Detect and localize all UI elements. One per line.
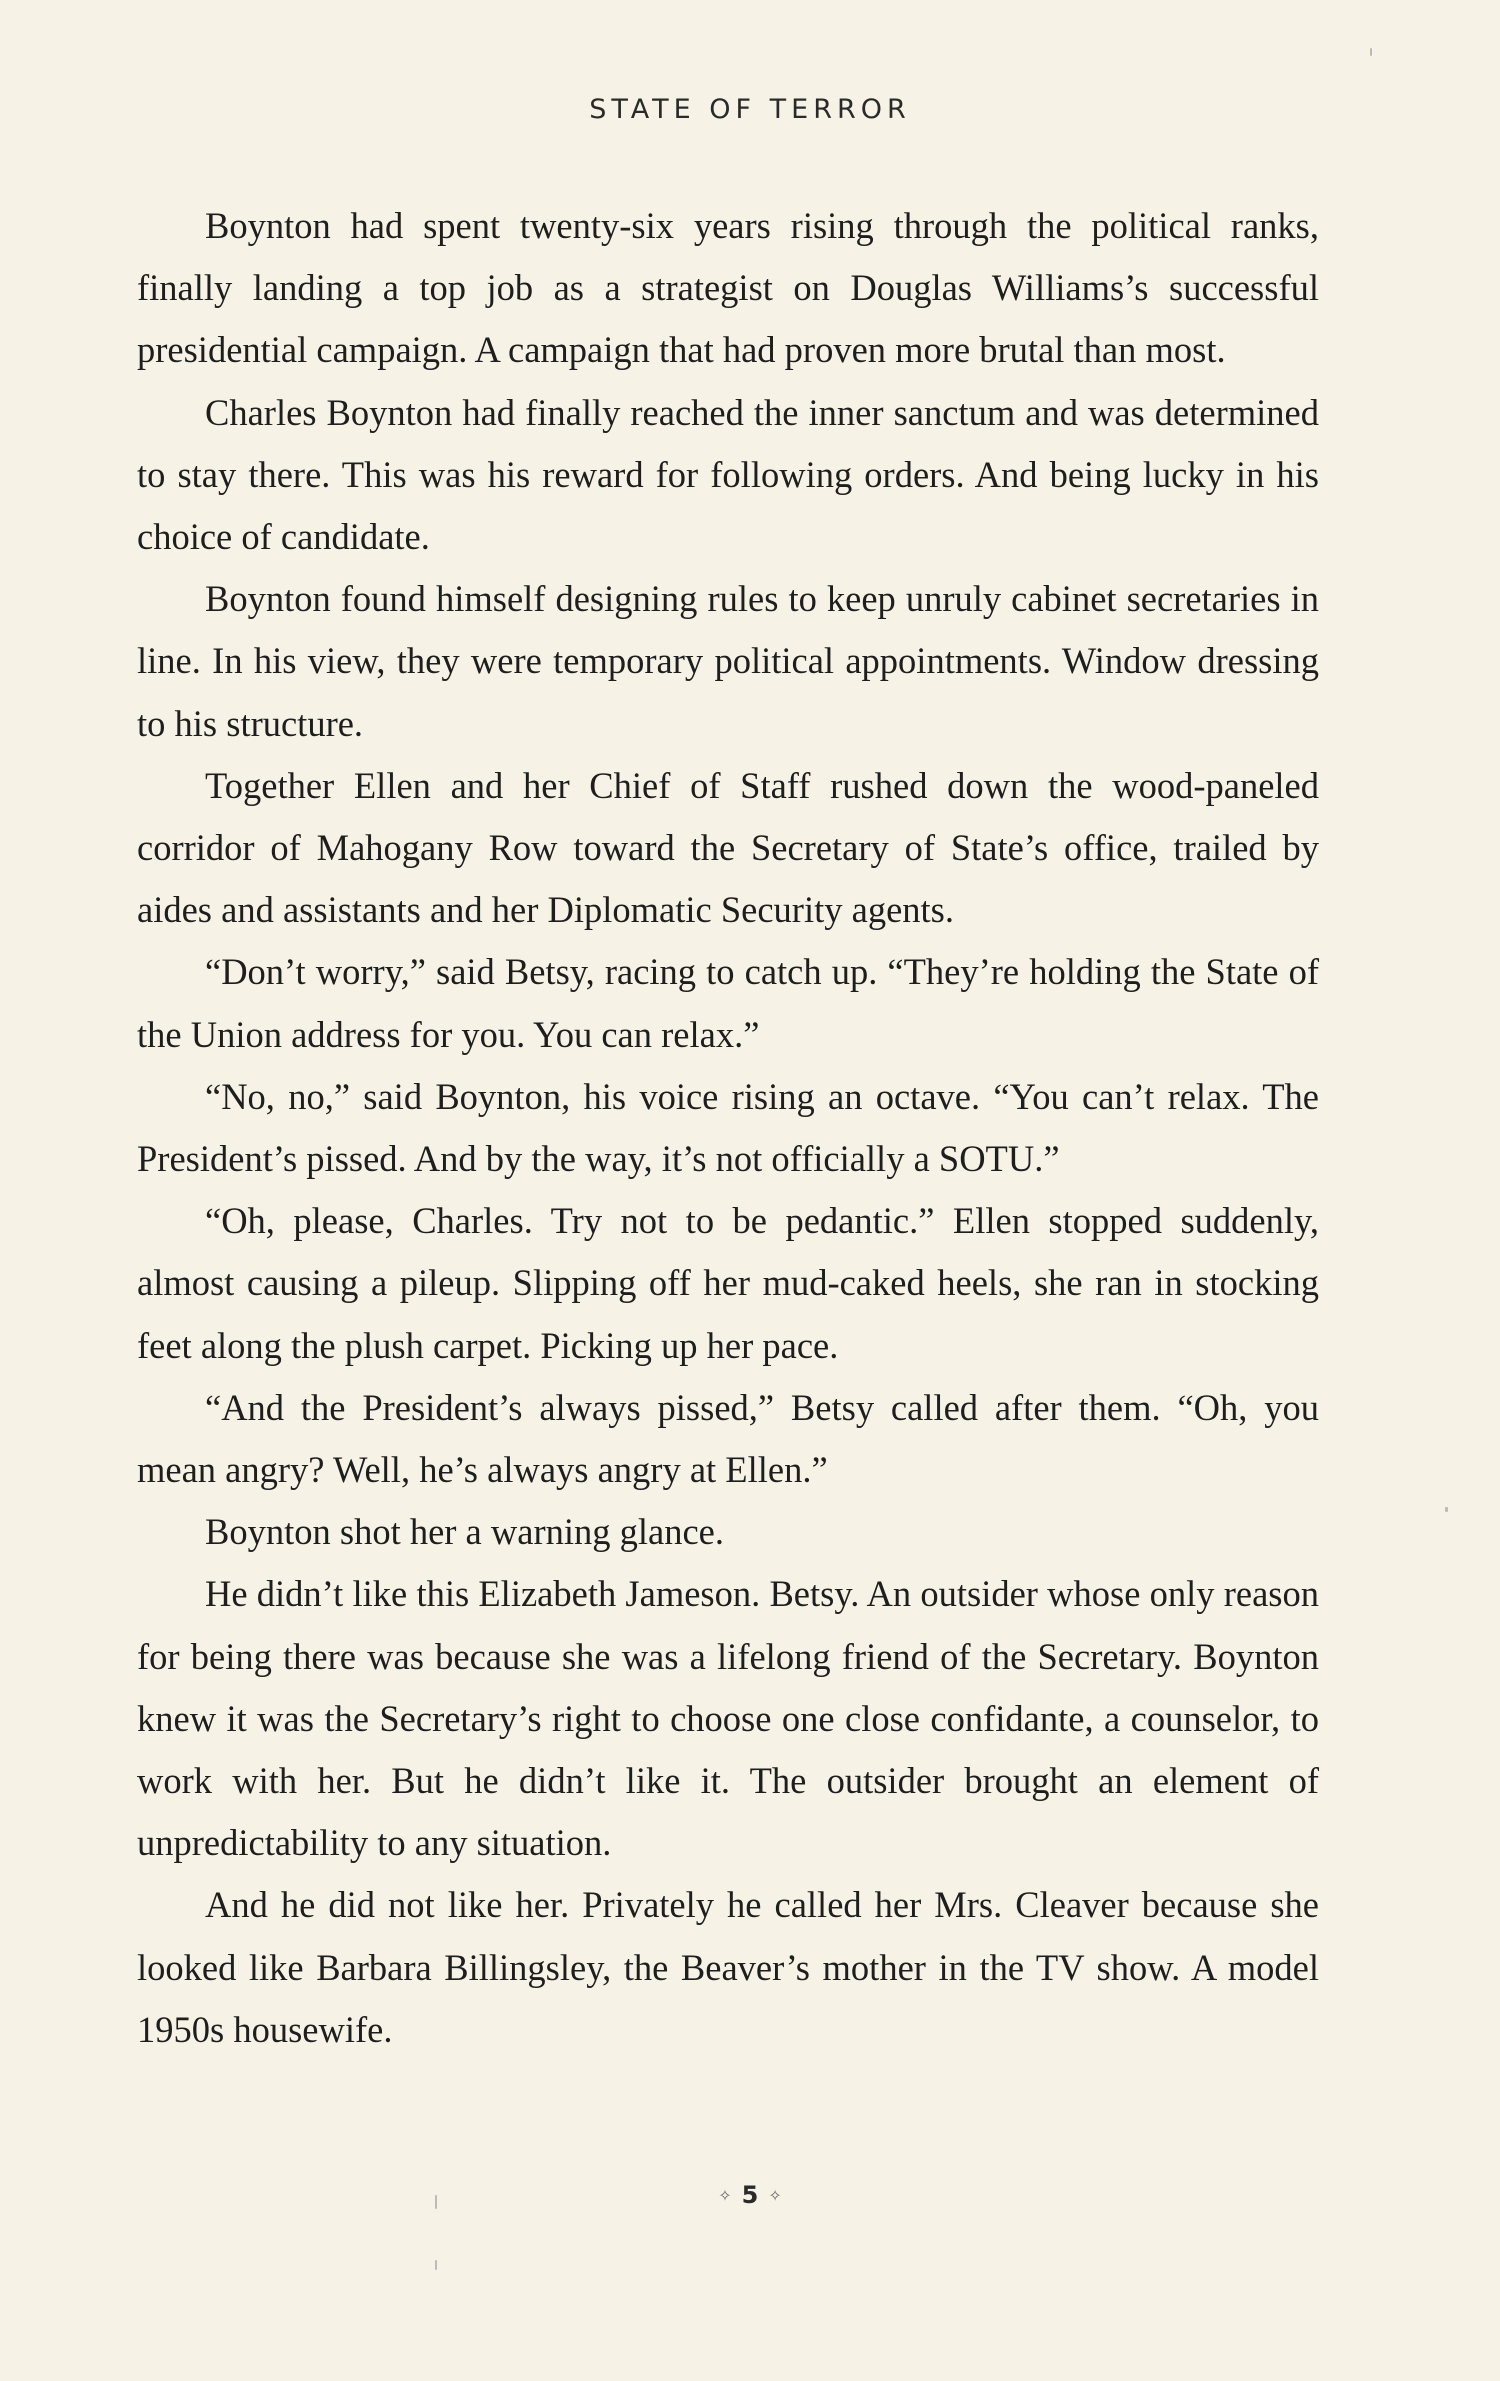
scan-speck [1445, 1507, 1448, 1512]
paragraph: “No, no,” said Boynton, his voice rising an octave. “You can’t relax. The President’s pissed. And by the way, it’s not officially a SOTU.” [137, 1075, 1319, 1180]
scan-speck [435, 2195, 437, 2209]
scan-speck [435, 2260, 437, 2270]
page-folio [0, 2181, 1500, 2209]
paragraph: He didn’t like this Elizabeth Jameson. Betsy. An outsider whose only reason for being there was because she was a lifelong friend of the Secretary. Boynton knew it was the Secretary’s right to choose one close confidante, a counselor, to work with her. But he didn’t like it. The outsider brought an element of unpredictability to any situation. [137, 1573, 1319, 1864]
paragraph: Boynton found himself designing rules to keep unruly cabinet secretaries in line. In his view, they were temporary political appointments. Window dressing to his structure. [137, 578, 1319, 744]
paragraph: Boynton shot her a warning glance. [205, 1511, 724, 1553]
scan-speck [1370, 48, 1372, 56]
paragraph: “Oh, please, Charles. Try not to be pedantic.” Ellen stopped suddenly, almost causing a pileup. Slipping off her mud-caked heels, she ran in stocking feet along the plush carpet. Picking up her pace. [137, 1200, 1319, 1366]
paragraph: “And the President’s always pissed,” Betsy called after them. “Oh, you mean angry? Well, he’s always angry at Ellen.” [137, 1386, 1319, 1491]
folio-ornament-right-icon: ✧ [768, 2186, 782, 2205]
paragraph: Boynton had spent twenty-six years rising through the political ranks, finally landing a top job as a strategist on Douglas Williams’s successful presidential campaign. A campaign that had proven more brutal than most. [137, 205, 1319, 371]
page-number: 5 [741, 2181, 759, 2209]
paragraph: “Don’t worry,” said Betsy, racing to catch up. “They’re holding the State of the Union address for you. You can relax.” [137, 951, 1319, 1055]
paragraph: Together Ellen and her Chief of Staff rushed down the wood-paneled corridor of Mahogany Row toward the Secretary of State’s office, trailed by aides and assistants and her Diplomatic Security agents. [137, 764, 1319, 931]
folio-ornament-left-icon: ✧ [718, 2186, 732, 2205]
paragraph: And he did not like her. Privately he called her Mrs. Cleaver because she looked like Barbara Billingsley, the Beaver’s mother in the TV show. A model 1950s housewife. [137, 1884, 1319, 2050]
paragraph: Charles Boynton had finally reached the inner sanctum and was determined to stay there. This was his reward for following orders. And being lucky in his choice of candidate. [137, 391, 1319, 558]
body-text [137, 195, 1319, 2061]
running-head: STATE OF TERROR [589, 94, 911, 125]
